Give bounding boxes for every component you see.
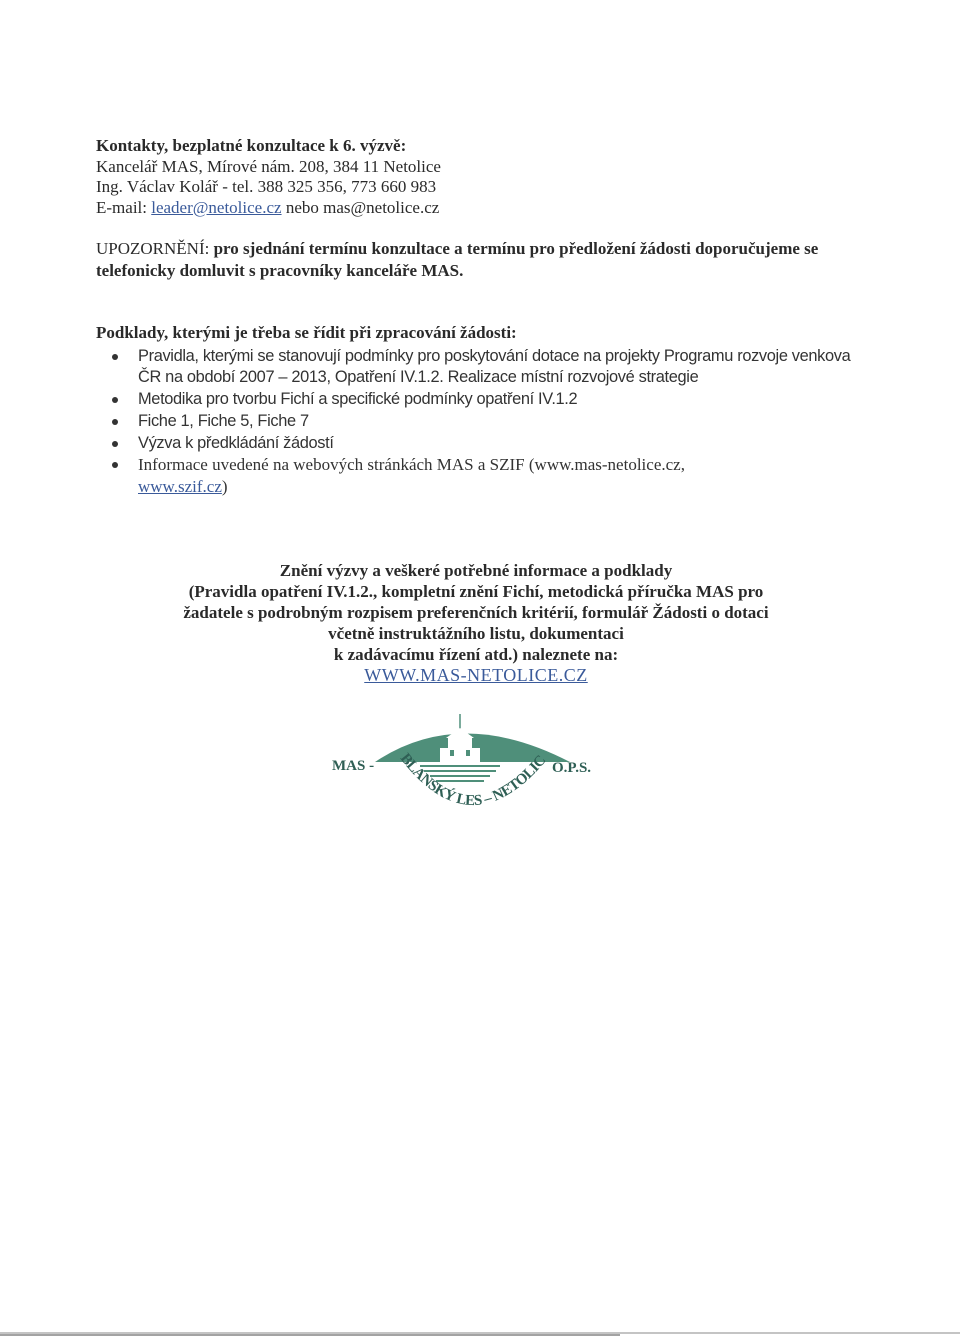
- documents-section: [96, 322, 876, 498]
- list-item: [96, 389, 876, 410]
- closing-line-3: žadatele s podrobným rozpisem preferenčních kritérií, formulář Žádosti o dotaci: [183, 603, 769, 622]
- logo-text-arc-path: BLANSKÝ LES – NETOLIC: [396, 750, 550, 810]
- contacts-section: [96, 136, 876, 218]
- closing-line-5: k zadávacímu řízení atd.) naleznete na:: [333, 645, 619, 664]
- list-item-close: ): [221, 476, 228, 496]
- closing-line-1: Znění výzvy a veškeré potřebné informace a podklady: [279, 561, 673, 580]
- mas-logo-graphic: [320, 700, 620, 850]
- szif-link[interactable]: www.szif.cz: [138, 476, 222, 496]
- email-rest: nebo mas@netolice.cz: [281, 197, 440, 217]
- warning-text: pro sjednání termínu konzultace a termínu pro předložení žádosti doporučujeme se telefonicky domluvit s pracovníky kanceláře MAS.: [96, 239, 819, 280]
- list-item-text: Fiche 1, Fiche 5, Fiche 7: [138, 411, 309, 430]
- list-item: [96, 411, 876, 432]
- list-item: [96, 454, 876, 497]
- logo-text-right: O.P.S.: [552, 760, 592, 776]
- email-line: [96, 198, 876, 219]
- bullet-icon: [112, 419, 118, 425]
- documents-list: [96, 346, 876, 497]
- list-item-text: Informace uvedené na webových stránkách MAS a SZIF (www.mas-netolice.cz,: [138, 455, 685, 475]
- email-link[interactable]: leader@netolice.cz: [151, 197, 282, 217]
- website-link[interactable]: WWW.MAS-NETOLICE.CZ: [364, 665, 588, 685]
- bullet-icon: [112, 397, 118, 403]
- contacts-heading: Kontakty, bezplatné konzultace k 6. výzvě:: [96, 136, 407, 155]
- logo-text-left: MAS -: [332, 758, 375, 774]
- warning-label: UPOZORNĚNÍ:: [96, 239, 210, 258]
- list-item-text: Pravidla, kterými se stanovují podmínky pro poskytování dotace na projekty Programu rozvoje venkova ČR na období 2007 – 2013, Opatření IV.1.2. Realizace místní rozvojové strategie: [138, 347, 851, 387]
- list-item-text: Výzva k předkládání žádostí: [138, 433, 334, 452]
- bullet-icon: [112, 354, 118, 360]
- documents-title: Podklady, kterými je třeba se řídit při zpracování žádosti:: [96, 323, 517, 342]
- office-address: Kancelář MAS, Mírové nám. 208, 384 11 Netolice: [96, 156, 441, 176]
- bullet-icon: [112, 462, 118, 468]
- list-item: [96, 433, 876, 454]
- scan-edge-shadow: [0, 1334, 620, 1336]
- closing-line-4: včetně instruktážního listu, dokumentaci: [328, 624, 624, 643]
- list-item-text: Metodika pro tvorbu Fichí a specifické podmínky opatření IV.1.2: [138, 390, 578, 409]
- list-item: [96, 346, 876, 389]
- warning-notice: [96, 238, 896, 282]
- contact-person: Ing. Václav Kolář - tel. 388 325 356, 773 660 983: [96, 177, 437, 196]
- mas-logo: [320, 700, 620, 850]
- closing-section: [96, 560, 856, 686]
- email-label: E-mail:: [96, 197, 152, 217]
- closing-line-2: (Pravidla opatření IV.1.2., kompletní znění Fichí, metodická příručka MAS pro: [188, 582, 764, 601]
- bullet-icon: [112, 441, 118, 447]
